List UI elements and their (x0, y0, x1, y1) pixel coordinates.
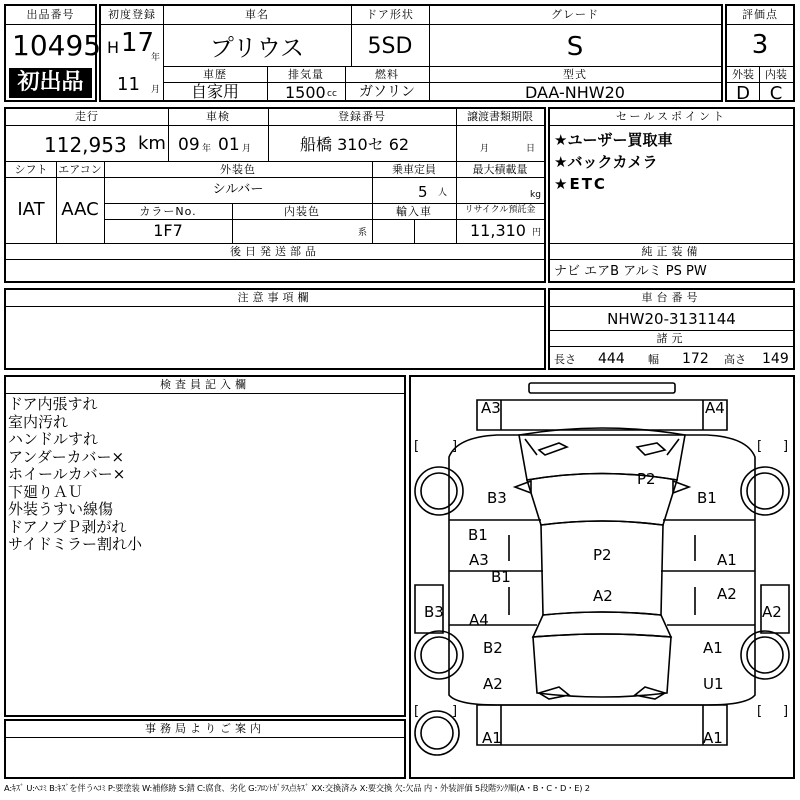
displacement-label: 排気量 (288, 68, 324, 81)
caution-label: 注意事項欄 (237, 291, 313, 304)
front-bumper (477, 400, 727, 430)
bracket: [ (414, 439, 420, 454)
sales-point: ★ETC (554, 175, 607, 193)
color-no-label: カラーNo. (139, 205, 197, 218)
load-unit: kg (530, 190, 541, 200)
recycle-unit: 円 (532, 228, 542, 238)
inspector-note: 外装うすい線傷 (8, 500, 114, 518)
width: 172 (682, 351, 709, 367)
damage-label: A1 (482, 729, 502, 747)
car-diagram (409, 375, 795, 779)
bracket: ] (783, 704, 789, 719)
bracket: ] (452, 439, 458, 454)
height-label: 高さ (724, 353, 746, 366)
damage-label: A3 (481, 399, 501, 417)
damage-label: A3 (469, 551, 489, 569)
color-label: 外装色 (220, 163, 256, 176)
reg-year: 17 (121, 28, 155, 58)
int-label: 内装 (765, 68, 787, 81)
damage-label: A1 (703, 639, 723, 657)
width-label: 幅 (648, 353, 659, 366)
damage-label: B1 (697, 489, 717, 507)
mileage-label: 走行 (75, 110, 99, 123)
genuine-label: 純正装備 (641, 245, 702, 258)
color-no: 1F7 (153, 221, 183, 240)
load-label: 最大積載量 (472, 163, 528, 176)
interior-unit: 系 (358, 228, 368, 238)
damage-label: B3 (487, 489, 507, 507)
sales-box (548, 107, 795, 283)
bracket: ] (783, 439, 789, 454)
dims-label: 諸元 (656, 332, 687, 345)
chassis-number: NHW20-3131144 (607, 310, 736, 328)
damage-label: A2 (593, 587, 613, 605)
damage-label: A2 (717, 585, 737, 603)
inspector-note: ドア内張すれ (8, 395, 98, 413)
inspector-note: 室内汚れ (8, 412, 69, 431)
office-box (4, 719, 406, 779)
capacity-unit: 人 (438, 188, 448, 198)
lot-number: 10495 (12, 29, 102, 62)
month-unit: 月 (151, 85, 161, 95)
name-label: 車名 (245, 8, 269, 21)
score: 3 (751, 30, 769, 60)
mileage: 112,953 (44, 133, 127, 157)
damage-label: P2 (637, 470, 656, 488)
damage-label: U1 (703, 675, 724, 693)
shift: IAT (17, 199, 45, 220)
insp-year: 09 (178, 135, 200, 155)
damage-label: A4 (705, 399, 725, 417)
wheel-rear-right (741, 631, 789, 679)
insp-month: 01 (218, 135, 240, 155)
front-bumper-top (529, 383, 675, 393)
capacity: 5 (418, 183, 428, 201)
sales-point: ★バックカメラ (554, 153, 658, 171)
height: 149 (762, 351, 789, 367)
ext-score: D (736, 83, 750, 104)
reg-month: 11 (117, 74, 140, 95)
door-label: ドア形状 (366, 8, 414, 21)
damage-label: A4 (469, 611, 489, 629)
exterior-color: シルバー (212, 182, 264, 197)
plate: 船橋 310セ 62 (300, 135, 410, 154)
wheel-front-right (741, 467, 789, 515)
transfer-day: 日 (526, 144, 536, 154)
inspector-note: 下廻りＡＵ (8, 482, 84, 501)
first-reg-label: 初度登録 (108, 8, 156, 21)
bracket: [ (757, 704, 763, 719)
damage-label: B1 (491, 568, 511, 586)
model: DAA-NHW20 (525, 83, 625, 102)
inspector-note: サイドミラー割れ小 (8, 535, 142, 553)
legend: A:ｷｽﾞ U:ﾍｺﾐ B:ｷｽﾞを伴うﾍｺﾐ P:要塗装 W:補修跡 S:錆 C:腐食、劣化 G:ﾌﾛﾝﾄｶﾞﾗｽ点ｷｽﾞ XX:交換済み X:要交換 欠:欠品 内・外装評価 5段階ﾗﾝｸ順(A・B・C・D・E) 2 (4, 783, 590, 793)
recycle: 11,310 (470, 221, 526, 240)
recycle-label: リサイクル預託金 (464, 205, 536, 215)
length: 444 (598, 351, 625, 367)
ext-label: 外装 (732, 68, 754, 81)
trunk (533, 634, 671, 697)
car-name: プリウス (209, 34, 305, 62)
damage-label: B3 (424, 603, 444, 621)
inspection-label: 車検 (206, 110, 230, 123)
fuel: ガソリン (359, 84, 415, 100)
damage-label: A1 (703, 729, 723, 747)
history-label: 車歴 (203, 68, 227, 81)
damage-label: A2 (483, 675, 503, 693)
era: H (107, 38, 120, 57)
ac-label: エアコン (58, 163, 102, 176)
inspector-note: アンダーカバー× (8, 447, 125, 466)
wheel-front-left (415, 467, 463, 515)
year-unit: 年 (151, 53, 161, 63)
damage-label: A2 (762, 603, 782, 621)
lot-number-label: 出品番号 (26, 8, 75, 21)
later-parts-label: 後日発送部品 (230, 245, 320, 258)
ac: AAC (61, 199, 99, 220)
model-label: 型式 (563, 68, 587, 81)
lot-number-box (4, 4, 102, 102)
inspector-notes (8, 396, 142, 554)
sales-label: セールスポイント (615, 110, 727, 123)
chassis-label: 車台番号 (641, 291, 702, 304)
chassis-box (548, 288, 795, 370)
first-listing-badge: 初出品 (9, 68, 92, 98)
vehicle-info-box (99, 4, 723, 102)
displacement: 1500 (285, 83, 326, 102)
inspector-note: ハンドルすれ (8, 430, 99, 448)
inspector-label: 検査員記入欄 (160, 378, 250, 391)
office-label: 事務局よりご案内 (145, 722, 265, 735)
grade: S (566, 32, 584, 62)
mileage-unit: km (138, 133, 166, 154)
genuine-equipment: ナビ エアB アルミ PS PW (554, 264, 707, 279)
length-label: 長さ (554, 353, 576, 366)
damage-label: P2 (593, 546, 612, 564)
score-label: 評価点 (742, 8, 778, 21)
import-label: 輸入車 (396, 205, 432, 218)
inspector-note: ホイールカバー× (8, 465, 126, 483)
bracket: ] (452, 704, 458, 719)
score-box (725, 4, 795, 102)
fuel-label: 燃料 (375, 68, 399, 81)
damage-label: A1 (717, 551, 737, 569)
inspector-note: ドアノブＰ剥がれ (8, 517, 127, 536)
insp-year-unit: 年 (202, 144, 212, 154)
door-type: 5SD (367, 34, 413, 59)
transfer-label: 譲渡書類期限 (467, 110, 533, 123)
grade-label: グレード (551, 8, 599, 21)
rear-bumper (477, 705, 727, 745)
sales-point: ★ユーザー買取車 (554, 131, 673, 149)
detail-box (4, 107, 546, 283)
history: 自家用 (190, 82, 239, 101)
damage-label: B1 (468, 526, 488, 544)
bracket: [ (757, 439, 763, 454)
interior-label: 内装色 (284, 205, 320, 218)
wheel-rear-left (415, 631, 463, 679)
displacement-unit: cc (327, 89, 337, 99)
transfer-month: 月 (480, 144, 490, 154)
insp-month-unit: 月 (242, 144, 252, 154)
damage-label: B2 (483, 639, 503, 657)
int-score: C (769, 83, 783, 104)
bracket: [ (414, 704, 420, 719)
capacity-label: 乗車定員 (392, 163, 436, 176)
caution-box (4, 288, 546, 370)
shift-label: シフト (14, 163, 48, 176)
plate-label: 登録番号 (338, 110, 386, 123)
